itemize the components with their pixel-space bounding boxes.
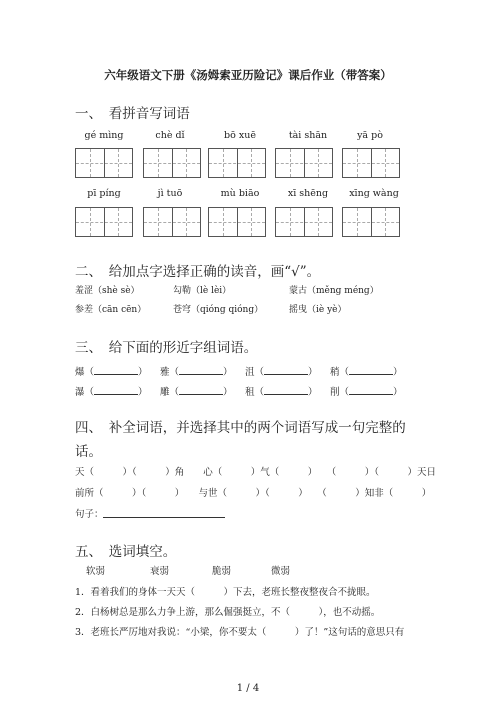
- fill-question[interactable]: 3．老班长严厉地对我说：“小梁，你不要太（ ）了！”这句话的意思只有: [75, 627, 405, 638]
- writing-grid-row-1: [75, 148, 415, 180]
- section-5-heading: 五、 选词填空。: [75, 544, 177, 560]
- reading-choice[interactable]: 苍穹（qióng qióng）: [173, 305, 264, 315]
- reading-choice[interactable]: 蒙古（měng méng）: [289, 286, 379, 296]
- writing-box[interactable]: [143, 148, 201, 178]
- word-blank[interactable]: [160, 364, 233, 378]
- char-prompt: 雅（: [160, 367, 180, 378]
- pinyin: chè dǐ: [155, 130, 185, 141]
- writing-box[interactable]: [275, 148, 333, 178]
- char-prompt: 雕（: [160, 387, 180, 398]
- char-prompt: 瀑（: [75, 387, 95, 398]
- word-blank[interactable]: [75, 384, 148, 398]
- word-option: 脆弱: [212, 566, 232, 577]
- sentence-answer-line[interactable]: [103, 517, 225, 518]
- close-paren: ）: [393, 387, 403, 398]
- close-paren: ）: [308, 367, 318, 378]
- word-blank[interactable]: [330, 364, 403, 378]
- idiom-row-2[interactable]: 前所（ ）（ ） 与世（ ）（ ） （ ）知非（ ）: [75, 488, 432, 499]
- word-option: 微弱: [271, 566, 291, 577]
- word-blank[interactable]: [245, 364, 318, 378]
- page-number: 1 / 4: [236, 683, 260, 694]
- pinyin: pī píng: [87, 188, 121, 199]
- reading-choice[interactable]: 参差（cān cēn）: [75, 305, 147, 315]
- fill-question[interactable]: 1．看着我们的身体一天天（ ）下去，老班长整夜整夜合不拢眼。: [75, 587, 376, 598]
- writing-box[interactable]: [208, 148, 266, 178]
- writing-box[interactable]: [275, 207, 333, 237]
- idiom-row-1[interactable]: 天（ ）（ ）角 心（ ）气（ ） （ ）（ ）天日: [75, 467, 437, 478]
- section-4-heading-cont: 话。: [75, 444, 102, 460]
- char-prompt: 稍（: [330, 367, 350, 378]
- writing-box[interactable]: [208, 207, 266, 237]
- word-blank[interactable]: [75, 364, 148, 378]
- close-paren: ）: [393, 367, 403, 378]
- writing-box[interactable]: [75, 207, 133, 237]
- close-paren: ）: [138, 367, 148, 378]
- char-prompt: 租（: [245, 387, 265, 398]
- char-prompt: 沮（: [245, 367, 265, 378]
- writing-box[interactable]: [342, 148, 400, 178]
- writing-grid-row-2: [75, 207, 415, 239]
- char-prompt: 爆（: [75, 367, 95, 378]
- close-paren: ）: [223, 387, 233, 398]
- section-3-heading: 三、 给下面的形近字组词语。: [75, 340, 258, 356]
- document-title: 六年级语文下册《汤姆索亚历险记》课后作业（带答案）: [104, 68, 392, 82]
- section-1-heading: 一、 看拼音写词语: [75, 106, 190, 122]
- reading-choice[interactable]: 羞涩（shè sè）: [75, 286, 140, 296]
- word-option: 软弱: [86, 566, 106, 577]
- char-prompt: 削（: [330, 387, 350, 398]
- word-option: 衰弱: [150, 566, 170, 577]
- writing-box[interactable]: [342, 207, 400, 237]
- sentence-label: 句子：: [75, 509, 104, 520]
- writing-box[interactable]: [143, 207, 201, 237]
- section-2-heading: 二、 给加点字选择正确的读音，画“√”。: [75, 264, 321, 280]
- pinyin: gé mìng: [84, 130, 124, 141]
- pinyin: yā pò: [357, 130, 383, 141]
- pinyin: bō xuē: [224, 130, 256, 141]
- writing-box[interactable]: [75, 148, 133, 178]
- pinyin: jì tuō: [157, 188, 183, 199]
- close-paren: ）: [223, 367, 233, 378]
- close-paren: ）: [138, 387, 148, 398]
- word-blank[interactable]: [245, 384, 318, 398]
- section-4-heading: 四、 补全词语，并选择其中的两个词语写成一句完整的: [75, 420, 406, 436]
- pinyin: xī shēng: [287, 188, 329, 199]
- reading-choice[interactable]: 摇曳（iè yè）: [289, 305, 347, 315]
- pinyin: mù biāo: [220, 188, 260, 199]
- word-blank[interactable]: [160, 384, 233, 398]
- pinyin: xīng wàng: [349, 188, 399, 199]
- fill-question[interactable]: 2．白杨树总是那么力争上游，那么倔强挺立，不（ ），也不动摇。: [75, 607, 381, 618]
- word-blank[interactable]: [330, 384, 403, 398]
- pinyin: tài shān: [288, 130, 328, 141]
- reading-choice[interactable]: 勾勒（lè lèi）: [173, 286, 232, 296]
- close-paren: ）: [308, 387, 318, 398]
